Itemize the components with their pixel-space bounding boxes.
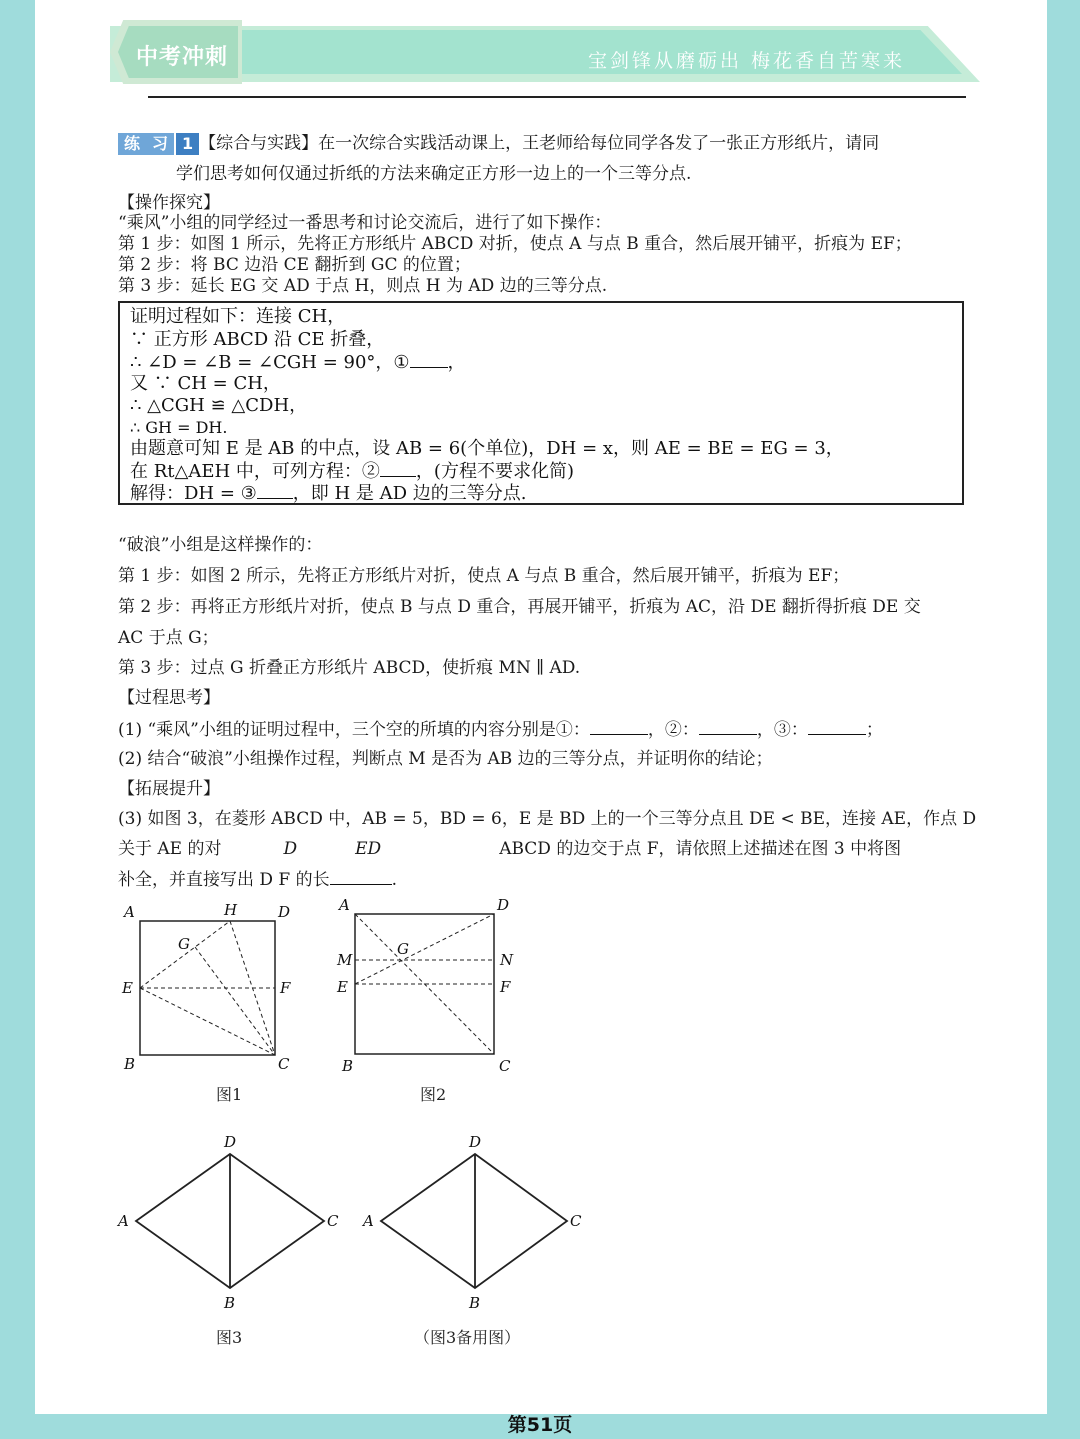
proof-line-3 <box>130 351 466 373</box>
fig1-fold-ec <box>140 988 275 1055</box>
proof-line-8-tail: ，(方程不要求化简) <box>415 461 574 482</box>
question-3-line-1: (3) 如图 3，在菱形 ABCD 中，AB = 5，BD = 6，E 是 BD 上的一个三等分点且 DE < BE，连接 AE，作点 D <box>118 809 977 829</box>
q1-mid-1: ，②： <box>647 720 699 740</box>
fig2-label-a: A <box>339 896 350 914</box>
fig3-caption: 图3 <box>216 1328 243 1347</box>
fig1-label-b: B <box>124 1055 136 1073</box>
group1-step1: 第 1 步：如图 1 所示，先将正方形纸片 ABCD 对折，使点 A 与点 B 重合，然后展开铺平，折痕为 EF； <box>118 234 912 254</box>
q3-line2-a: 关于 AE 的对 <box>118 839 222 859</box>
header-tag: 中考冲刺 <box>136 45 229 70</box>
fig3-label-b: B <box>224 1294 236 1312</box>
figure-3-backup <box>355 1128 595 1318</box>
proof-line-9 <box>130 482 527 504</box>
header-rule <box>148 96 966 98</box>
group2-step2b: AC 于点 G； <box>118 628 219 648</box>
proof-line-5: ∴ △CGH ≌ △CDH， <box>130 395 308 416</box>
group2-intro: “破浪”小组是这样操作的： <box>118 535 323 555</box>
proof-line-6: ∴ GH = DH. <box>130 418 228 437</box>
q1-prefix: (1) “乘风”小组的证明过程中，三个空的所填的内容分别是①： <box>118 720 590 740</box>
fig2-label-n: N <box>500 951 514 969</box>
fig3b-caption: （图3备用图） <box>414 1328 521 1347</box>
exercise-text-1: 【综合与实践】在一次综合实践活动课上，王老师给每位同学各发了一张正方形纸片，请同 <box>199 133 880 154</box>
proof-line-9-tail: ，即 H 是 AD 边的三等分点. <box>292 483 527 504</box>
fig1-caption: 图1 <box>216 1085 243 1104</box>
fig2-label-d: D <box>497 896 510 914</box>
q3-blank[interactable] <box>330 868 392 885</box>
blank-1[interactable] <box>410 351 448 368</box>
q1-mid-2: ，③： <box>756 720 808 740</box>
fig3b-label-b: B <box>469 1294 481 1312</box>
question-1 <box>118 718 883 741</box>
fig3b-label-c: C <box>570 1212 582 1230</box>
proof-line-2: ∵ 正方形 ABCD 沿 CE 折叠， <box>130 329 385 350</box>
group2-step1: 第 1 步：如图 2 所示，先将正方形纸片对折，使点 A 与点 B 重合，然后展开铺平，折痕为 EF； <box>118 566 850 586</box>
proof-line-3-tail: ， <box>447 352 466 373</box>
q1-blank-1[interactable] <box>590 718 648 735</box>
exercise-line-2: 学们思考如何仅通过折纸的方法来确定正方形一边上的一个三等分点. <box>176 164 692 184</box>
badge-char-a: 练 <box>118 133 146 155</box>
q3-line2-b: D <box>283 839 298 859</box>
fig2-caption: 图2 <box>420 1085 447 1104</box>
fig1-label-e: E <box>122 979 133 997</box>
exercise-line-1 <box>118 133 879 155</box>
group2-step3: 第 3 步：过点 G 折叠正方形纸片 ABCD，使折痕 MN ∥ AD. <box>118 658 581 678</box>
q3-line3-end: . <box>391 870 398 890</box>
badge-number: 1 <box>176 133 199 155</box>
blank-3[interactable] <box>257 482 293 499</box>
proof-line-4: 又 ∵ CH = CH， <box>130 373 281 394</box>
fig2-label-e: E <box>337 978 348 996</box>
fig1-label-g: G <box>178 935 190 953</box>
figure-1 <box>110 895 310 1080</box>
fig2-fold-ac <box>355 914 494 1054</box>
q1-end: ； <box>865 720 883 740</box>
question-3-line-2 <box>118 838 901 860</box>
fig2-label-b: B <box>342 1057 354 1075</box>
exercise-badge <box>118 133 199 155</box>
figure-3 <box>110 1128 350 1318</box>
fig1-line-gc <box>195 947 275 1055</box>
badge-char-b: 习 <box>146 133 174 155</box>
fig2-label-g: G <box>397 940 409 958</box>
fig2-label-c: C <box>499 1057 511 1075</box>
fig3b-rhombus <box>381 1154 567 1288</box>
proof-line-1: 证明过程如下：连接 CH， <box>130 306 346 327</box>
fig3-label-d: D <box>224 1133 237 1151</box>
fig2-label-m: M <box>337 951 353 969</box>
group2-step2a: 第 2 步：再将正方形纸片对折，使点 B 与点 D 重合，再展开铺平，折痕为 AC，沿 DE 翻折得折痕 DE 交 <box>118 597 921 617</box>
fig3b-label-a: A <box>363 1212 374 1230</box>
figure-2 <box>325 890 525 1080</box>
section-explore: 【操作探究】 <box>118 193 220 213</box>
q3-line2-c: ED <box>355 839 382 859</box>
fig1-label-a: A <box>124 903 135 921</box>
fig3-label-a: A <box>118 1212 129 1230</box>
proof-line-8 <box>130 460 574 482</box>
question-3-line-3 <box>118 868 397 891</box>
blank-2[interactable] <box>380 460 416 477</box>
proof-line-8-text: 在 Rt△AEH 中，可列方程：② <box>130 461 380 482</box>
fig3-label-c: C <box>327 1212 339 1230</box>
group1-step2: 第 2 步：将 BC 边沿 CE 翻折到 GC 的位置； <box>118 255 471 275</box>
q1-blank-3[interactable] <box>808 718 866 735</box>
q1-blank-2[interactable] <box>699 718 757 735</box>
q3-line2-d: ABCD 的边交于点 F，请依照上述描述在图 3 中将图 <box>499 839 902 859</box>
q3-line3-text: 补全，并直接写出 D F 的长 <box>118 870 330 890</box>
question-2: (2) 结合“破浪”小组操作过程，判断点 M 是否为 AB 边的三等分点，并证明你的结论； <box>118 749 773 769</box>
group1-intro: “乘风”小组的同学经过一番思考和讨论交流后，进行了如下操作： <box>118 213 612 233</box>
fig1-label-c: C <box>278 1055 290 1073</box>
fig1-line-eh <box>140 921 230 988</box>
section-extend: 【拓展提升】 <box>118 779 220 799</box>
header-motto: 宝剑锋从磨砺出 梅花香自苦寒来 <box>588 50 906 72</box>
fig2-label-f: F <box>500 978 511 996</box>
fig1-label-d: D <box>278 903 291 921</box>
page-number: 第51页 <box>507 1414 573 1436</box>
proof-box <box>118 301 964 505</box>
group1-step3: 第 3 步：延长 EG 交 AD 于点 H，则点 H 为 AD 边的三等分点. <box>118 276 608 296</box>
section-think: 【过程思考】 <box>118 688 220 708</box>
proof-line-9-text: 解得：DH = ③ <box>130 483 257 504</box>
fig3b-label-d: D <box>469 1133 482 1151</box>
proof-line-3-text: ∴ ∠D = ∠B = ∠CGH = 90°，① <box>130 352 410 373</box>
fig1-label-f: F <box>280 979 291 997</box>
proof-line-7: 由题意可知 E 是 AB 的中点，设 AB = 6(个单位)，DH = x，则 AE = BE = EG = 3， <box>130 438 844 459</box>
fig1-label-h: H <box>224 901 238 919</box>
fig2-fold-de <box>355 914 494 984</box>
